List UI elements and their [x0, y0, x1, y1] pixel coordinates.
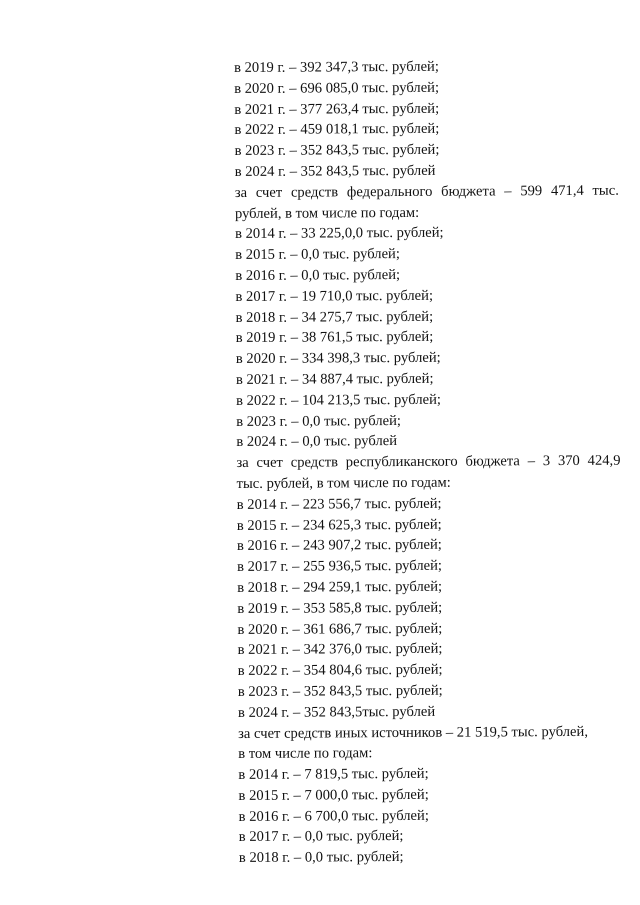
- other-line-2015: в 2015 г. – 7 000,0 тыс. рублей;: [238, 786, 429, 804]
- republican-budget-heading-cont: тыс. рублей, в том числе по годам:: [236, 474, 451, 492]
- republican-line-2018: в 2018 г. – 294 259,1 тыс. рублей;: [237, 578, 443, 596]
- federal-line-2019: в 2019 г. – 38 761,5 тыс. рублей;: [235, 329, 434, 347]
- republican-line-2021: в 2021 г. – 342 376,0 тыс. рублей;: [237, 641, 443, 659]
- text-line-2022-total: в 2022 г. – 459 018,1 тыс. рублей;: [234, 121, 440, 139]
- text-line-2021-total: в 2021 г. – 377 263,4 тыс. рублей;: [234, 100, 440, 118]
- other-line-2018: в 2018 г. – 0,0 тыс. рублей;: [238, 849, 404, 867]
- federal-line-2015: в 2015 г. – 0,0 тыс. рублей;: [235, 246, 400, 264]
- federal-line-2020: в 2020 г. – 334 398,3 тыс. рублей;: [235, 349, 441, 368]
- republican-line-2016: в 2016 г. – 243 907,2 тыс. рублей;: [236, 537, 442, 555]
- federal-budget-heading: за счет средств федерального бюджета – 599 471,4 тыс.: [234, 182, 619, 201]
- federal-line-2021: в 2021 г. – 34 887,4 тыс. рублей;: [235, 370, 434, 388]
- republican-line-2024: в 2024 г. – 352 843,5тыс. рублей: [237, 703, 436, 721]
- republican-line-2017: в 2017 г. – 255 936,5 тыс. рублей;: [237, 557, 442, 576]
- other-line-2017: в 2017 г. – 0,0 тыс. рублей;: [238, 828, 404, 846]
- other-line-2016: в 2016 г. – 6 700,0 тыс. рублей;: [238, 807, 429, 825]
- federal-line-2014: в 2014 г. – 33 225,0,0 тыс. рублей;: [235, 225, 444, 243]
- republican-line-2014: в 2014 г. – 223 556,7 тыс. рублей;: [236, 495, 442, 513]
- text-line-2024-total: в 2024 г. – 352 843,5 тыс. рублей: [234, 162, 436, 180]
- other-sources-heading: за счет средств иных источников – 21 519,5 тыс. рублей,: [238, 723, 588, 742]
- federal-budget-heading-cont: рублей, в том числе по годам:: [234, 204, 420, 222]
- funding-text-block: [234, 56, 639, 870]
- republican-line-2020: в 2020 г. – 361 686,7 тыс. рублей;: [237, 620, 443, 638]
- federal-line-2023: в 2023 г. – 0,0 тыс. рублей;: [236, 412, 401, 430]
- federal-line-2018: в 2018 г. – 34 275,7 тыс. рублей;: [235, 308, 434, 326]
- text-line-2020-total: в 2020 г. – 696 085,0 тыс. рублей;: [234, 79, 440, 97]
- republican-budget-heading: за счет средств республиканского бюджета – 3 370 424,9: [236, 452, 621, 472]
- other-sources-heading-cont: в том числе по годам:: [238, 745, 373, 763]
- federal-line-2016: в 2016 г. – 0,0 тыс. рублей;: [235, 266, 401, 284]
- text-line-2023-total: в 2023 г. – 352 843,5 тыс. рублей;: [234, 141, 440, 160]
- text-line-2019-total: в 2019 г. – 392 347,3 тыс. рублей;: [234, 58, 439, 76]
- federal-line-2022: в 2022 г. – 104 213,5 тыс. рублей;: [236, 391, 441, 409]
- republican-line-2019: в 2019 г. – 353 585,8 тыс. рублей;: [237, 599, 443, 617]
- republican-line-2015: в 2015 г. – 234 625,3 тыс. рублей;: [236, 516, 442, 534]
- republican-line-2023: в 2023 г. – 352 843,5 тыс. рублей;: [237, 682, 443, 700]
- federal-line-2024: в 2024 г. – 0,0 тыс. рублей: [236, 433, 398, 451]
- federal-line-2017: в 2017 г. – 19 710,0 тыс. рублей;: [235, 287, 434, 305]
- republican-line-2022: в 2022 г. – 354 804,6 тыс. рублей;: [237, 661, 443, 680]
- other-line-2014: в 2014 г. – 7 819,5 тыс. рублей;: [238, 765, 429, 784]
